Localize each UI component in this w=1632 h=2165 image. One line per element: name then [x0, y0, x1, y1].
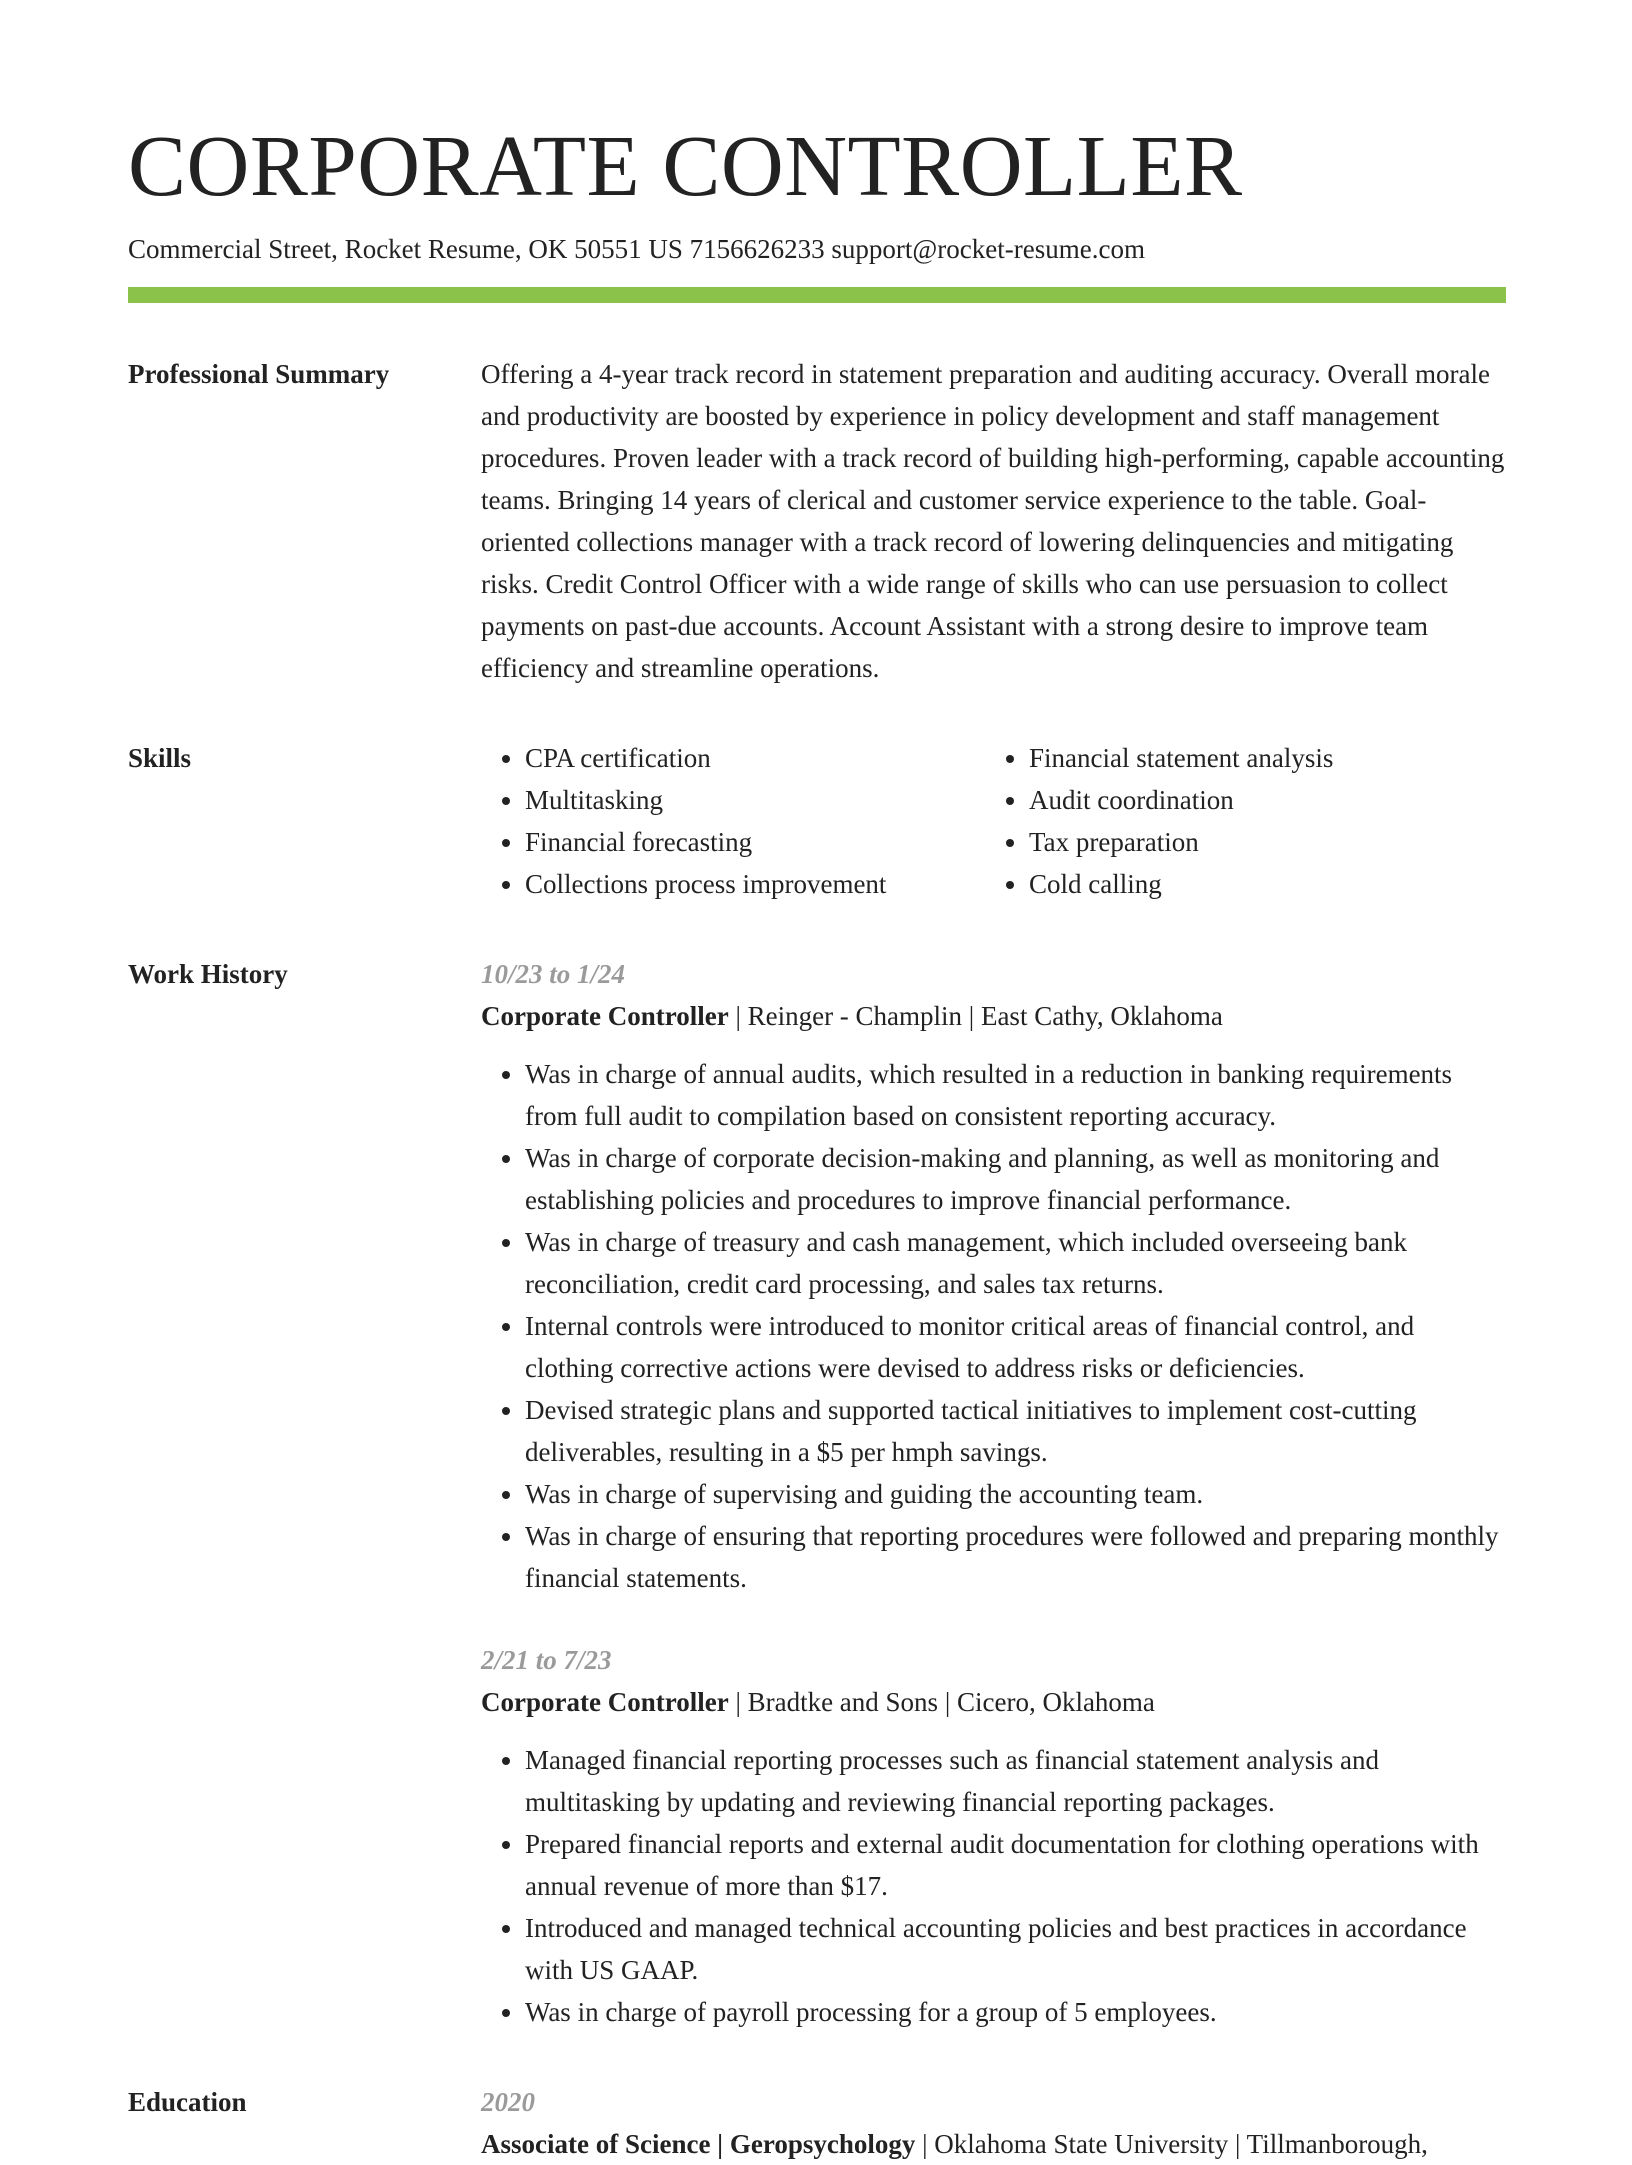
- job-bullet: • Was in charge of payroll processing for a group of 5 employees.: [525, 1991, 1506, 2033]
- contact-address: Commercial Street, Rocket Resume, OK 50551 US: [128, 233, 683, 264]
- job-bullet: • Managed financial reporting processes such as financial statement analysis and multitasking by updating and reviewing financial reporting packages.: [525, 1739, 1506, 1823]
- job-details: | Bradtke and Sons | Cicero, Oklahoma: [728, 1686, 1155, 1717]
- work-history-section: [128, 953, 1506, 2033]
- summary-text: Offering a 4-year track record in statement preparation and auditing accuracy. Overall morale and productivity are boosted by experience in policy development and staff management procedures. Proven leader with a track record of building high-performing, capable accounting teams. Bringing 14 years of clerical and customer service experience to the table. Goal-oriented collections manager with a track record of lowering delinquencies and mitigating risks. Credit Control Officer with a wide range of skills who can use persuasion to collect payments on past-due accounts. Account Assistant with a strong desire to improve team efficiency and streamline operations.: [481, 358, 1505, 683]
- job-bullet: • Internal controls were introduced to monitor critical areas of financial control, and clothing corrective actions were devised to address risks or deficiencies.: [525, 1305, 1506, 1389]
- job-date: 2/21 to 7/23: [481, 1644, 612, 1675]
- skills-section: [128, 737, 1506, 905]
- skill-item: • Multitasking: [525, 779, 985, 821]
- education-date: 2020: [481, 2086, 535, 2117]
- job-heading: [481, 995, 1506, 1037]
- section-label-summary: Professional Summary: [128, 358, 390, 389]
- skills-column-1: [481, 737, 985, 905]
- job-bullets: [481, 1739, 1506, 2033]
- job-title: Corporate Controller: [481, 1000, 729, 1031]
- job-bullet: • Was in charge of supervising and guiding the accounting team.: [525, 1473, 1506, 1515]
- skill-item: • Tax preparation: [1029, 821, 1489, 863]
- education-section: [128, 2081, 1506, 2165]
- job-bullet: • Was in charge of annual audits, which resulted in a reduction in banking requirements from full audit to compilation based on consistent reporting accuracy.: [525, 1053, 1506, 1137]
- section-label-work: Work History: [128, 958, 288, 989]
- education-degree: Associate of Science | Geropsychology: [481, 2128, 916, 2159]
- resume-page: [128, 0, 1506, 2165]
- contact-phone: 7156626233: [689, 233, 825, 264]
- job-entry: [481, 953, 1506, 1599]
- job-details: | Reinger - Champlin | East Cathy, Oklahoma: [728, 1000, 1223, 1031]
- skill-item: • Cold calling: [1029, 863, 1489, 905]
- job-heading: [481, 1681, 1506, 1723]
- job-title: Corporate Controller: [481, 1686, 729, 1717]
- job-bullet: • Was in charge of corporate decision-making and planning, as well as monitoring and establishing policies and procedures to improve financial performance.: [525, 1137, 1506, 1221]
- skill-item: • Financial statement analysis: [1029, 737, 1489, 779]
- skill-item: • CPA certification: [525, 737, 985, 779]
- section-label-skills: Skills: [128, 742, 192, 773]
- job-bullet: • Devised strategic plans and supported tactical initiatives to implement cost-cutting deliverables, resulting in a $5 per hmph savings.: [525, 1389, 1506, 1473]
- education-heading: [481, 2123, 1506, 2165]
- job-date: 10/23 to 1/24: [481, 958, 626, 989]
- education-details: | Oklahoma State University | Tillmanborough,: [915, 2128, 1428, 2159]
- contact-email: support@rocket-resume.com: [831, 233, 1145, 264]
- summary-section: [128, 353, 1506, 689]
- job-bullet: • Prepared financial reports and external audit documentation for clothing operations with annual revenue of more than $17.: [525, 1823, 1506, 1907]
- job-entry: [481, 1639, 1506, 2033]
- job-bullet: • Introduced and managed technical accounting policies and best practices in accordance with US GAAP.: [525, 1907, 1506, 1991]
- skills-column-2: [985, 737, 1489, 905]
- skill-item: • Financial forecasting: [525, 821, 985, 863]
- section-label-education: Education: [128, 2086, 247, 2117]
- contact-line: [128, 232, 1506, 267]
- job-bullet: • Was in charge of treasury and cash management, which included overseeing bank reconciliation, credit card processing, and sales tax returns.: [525, 1221, 1506, 1305]
- skill-item: • Collections process improvement: [525, 863, 985, 905]
- header-divider: [128, 287, 1506, 303]
- job-bullets: [481, 1053, 1506, 1599]
- job-bullet: • Was in charge of ensuring that reporting procedures were followed and preparing monthly financial statements.: [525, 1515, 1506, 1599]
- resume-name: CORPORATE CONTROLLER: [128, 117, 1243, 214]
- skill-item: • Audit coordination: [1029, 779, 1489, 821]
